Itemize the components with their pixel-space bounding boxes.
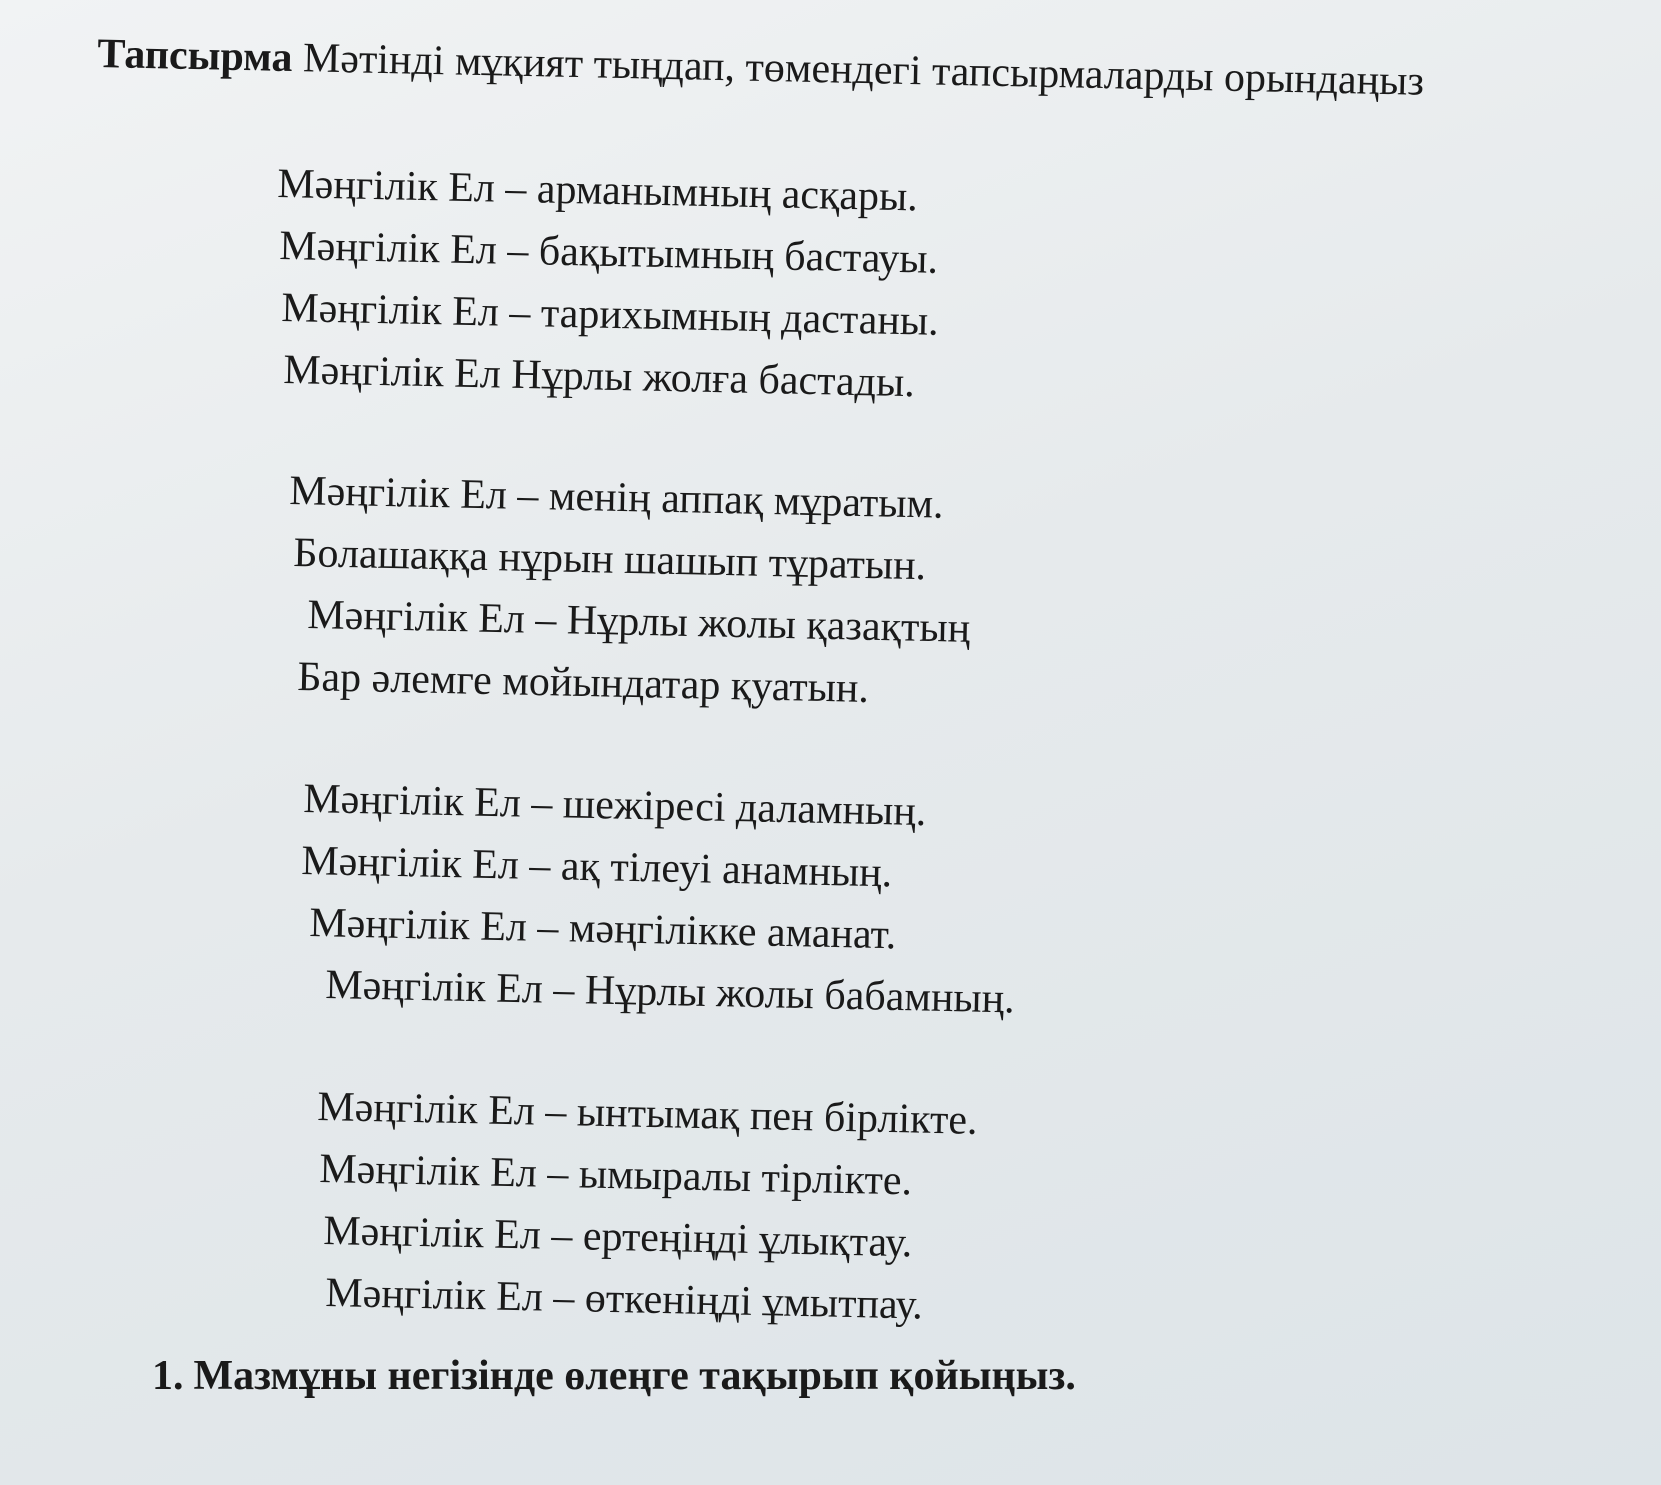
poem-line: Мәңгілік Ел – ынтымақ пен бірлікте. xyxy=(316,1083,978,1144)
task-instruction: Мәтінді мұқият тыңдап, төмендегі тапсырмаларды орындаңыз xyxy=(302,35,1425,105)
poem-line: Мәңгілік Ел – өткеніңді ұмытпау. xyxy=(324,1269,924,1329)
poem-line: Мәңгілік Ел – ертеңіңді ұлықтау. xyxy=(322,1207,913,1267)
task-label: Тапсырма xyxy=(96,30,293,82)
poem-line: Мәңгілік Ел – мәңгілікке аманат. xyxy=(308,899,897,959)
question-number: 1. xyxy=(152,1353,184,1399)
task-header xyxy=(97,28,1425,108)
poem-line: Мәңгілік Ел – менің аппақ мұратым. xyxy=(288,467,945,528)
poem-line: Бар әлемге мойындатар қуатын. xyxy=(296,653,870,712)
poem-line: Мәңгілік Ел – шежіресі даламның. xyxy=(302,775,927,836)
poem-line: Мәңгілік Ел – тарихымның дастаны. xyxy=(280,284,940,345)
poem-line: Мәңгілік Ел Нұрлы жолға бастады. xyxy=(282,346,916,407)
question-text: Мазмұны негізінде өлеңге тақырып қойыңыз. xyxy=(193,1353,1076,1399)
poem-line: Мәңгілік Ел – Нұрлы жолы бабамның. xyxy=(324,961,1016,1023)
poem-line: Мәңгілік Ел – арманымның асқары. xyxy=(276,160,919,221)
poem-line: Мәңгілік Ел – ымыралы тірлікте. xyxy=(318,1145,913,1205)
poem-line: Мәңгілік Ел – Нұрлы жолы қазақтың xyxy=(306,591,971,652)
poem-line: Мәңгілік Ел – ақ тілеуі анамның. xyxy=(300,837,893,897)
poem-line: Мәңгілік Ел – бақытымның бастауы. xyxy=(278,222,939,283)
question xyxy=(152,1350,1076,1402)
poem-line: Болашаққа нұрын шашып тұратын. xyxy=(292,529,927,590)
